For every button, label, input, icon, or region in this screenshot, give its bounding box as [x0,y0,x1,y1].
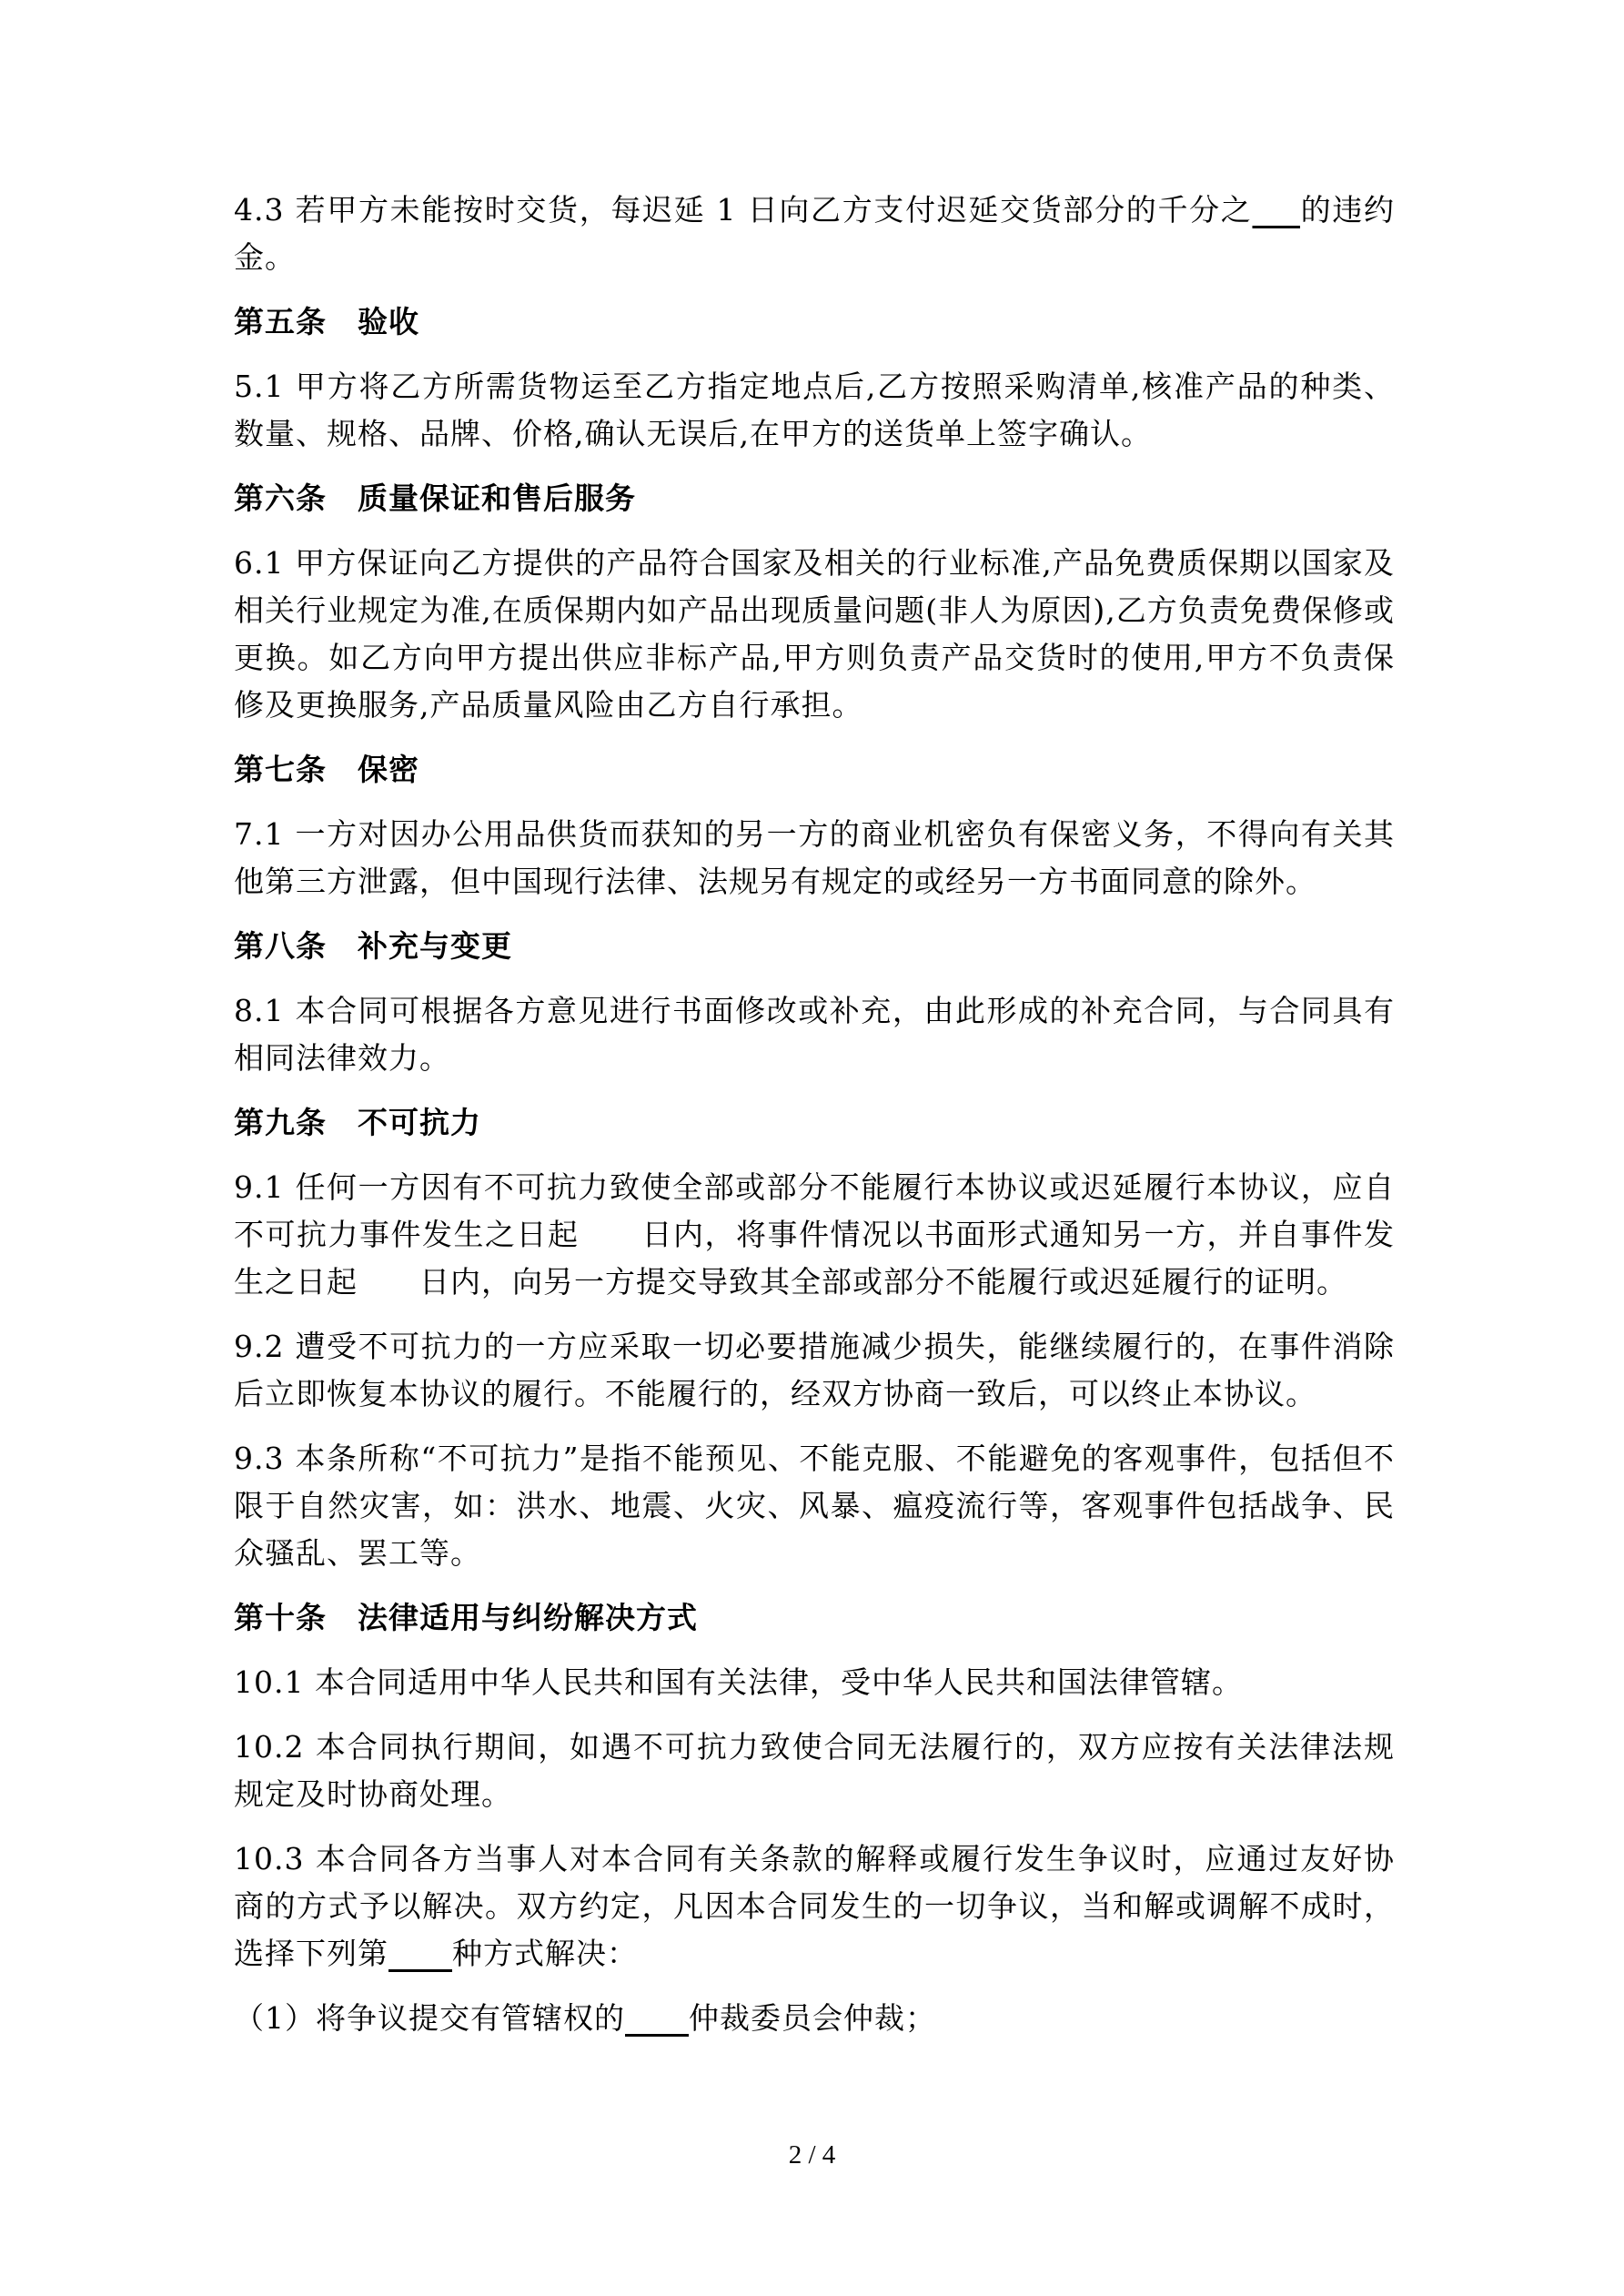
fill-in-blank: ____ [388,1936,452,1971]
page-number: 2 / 4 [788,2140,836,2170]
clause-10-3 [234,1836,1395,1977]
article-6-heading: 第六条 质量保证和售后服务 [234,480,636,516]
clause-5-1: 5.1 甲方将乙方所需货物运至乙方指定地点后,乙方按照采购清单,核准产品的种类、数量、规格、品牌、价格,确认无误后,在甲方的送货单上签字确认。 [234,369,1395,451]
clause-8-1: 8.1 本合同可根据各方意见进行书面修改或补充，由此形成的补充合同，与合同具有相同法律效力。 [234,993,1395,1076]
clause-10-2: 10.2 本合同执行期间，如遇不可抗力致使合同无法履行的，双方应按有关法律法规规定及时协商处理。 [234,1729,1395,1812]
article-10-heading: 第十条 法律适用与纠纷解决方式 [234,1600,698,1635]
text-run: 4.3 若甲方未能按时交货，每迟延 1 日向乙方支付迟延交货部分的千分之 [234,192,1253,228]
text-run: 仲裁委员会仲裁； [689,2000,936,2036]
clause-4-3 [234,187,1395,281]
document-body [234,187,1395,2059]
article-8-heading: 第八条 补充与变更 [234,928,512,964]
clause-6-1: 6.1 甲方保证向乙方提供的产品符合国家及相关的行业标准,产品免费质保期以国家及相关行业规定为准,在质保期内如产品出现质量问题(非人为原因),乙方负责免费保修或更换。如乙方向甲方提出供应非标产品,甲方则负责产品交货时的使用,甲方不负责保修及更换服务,产品质量风险由乙方自行承担。 [234,545,1395,723]
text-run: （1）将争议提交有管辖权的 [234,2000,625,2036]
text-run: 10.3 本合同各方当事人对本合同有关条款的解释或履行发生争议时，应通过友好协商的方式予以解决。双方约定，凡因本合同发生的一切争议，当和解或调解不成时，选择下列第 [234,1841,1395,1971]
text-run: 的违约金。 [234,192,1396,275]
clause-9-1: 9.1 任何一方因有不可抗力致使全部或部分不能履行本协议或迟延履行本协议，应自不可抗力事件发生之日起 日内，将事件情况以书面形式通知另一方，并自事件发生之日起 日内，向另一方提交导致其全部或部分不能履行或迟延履行的证明。 [234,1169,1395,1300]
fill-in-blank: ____ [625,2000,689,2036]
option-1 [234,1995,1395,2042]
article-5-heading: 第五条 验收 [234,304,419,339]
text-run: 种方式解决： [452,1936,638,1971]
clause-7-1: 7.1 一方对因办公用品供货而获知的另一方的商业机密负有保密义务，不得向有关其他第三方泄露，但中国现行法律、法规另有规定的或经另一方书面同意的除外。 [234,816,1395,899]
clause-10-1: 10.1 本合同适用中华人民共和国有关法律，受中华人民共和国法律管辖。 [234,1664,1243,1700]
article-7-heading: 第七条 保密 [234,752,419,787]
article-9-heading: 第九条 不可抗力 [234,1105,481,1140]
clause-9-3: 9.3 本条所称“不可抗力”是指不能预见、不能克服、不能避免的客观事件，包括但不限于自然灾害，如：洪水、地震、火灾、风暴、瘟疫流行等，客观事件包括战争、民众骚乱、罢工等。 [234,1441,1395,1571]
fill-in-blank: ___ [1252,192,1300,228]
clause-9-2: 9.2 遭受不可抗力的一方应采取一切必要措施减少损失，能继续履行的，在事件消除后立即恢复本协议的履行。不能履行的，经双方协商一致后，可以终止本协议。 [234,1329,1395,1411]
